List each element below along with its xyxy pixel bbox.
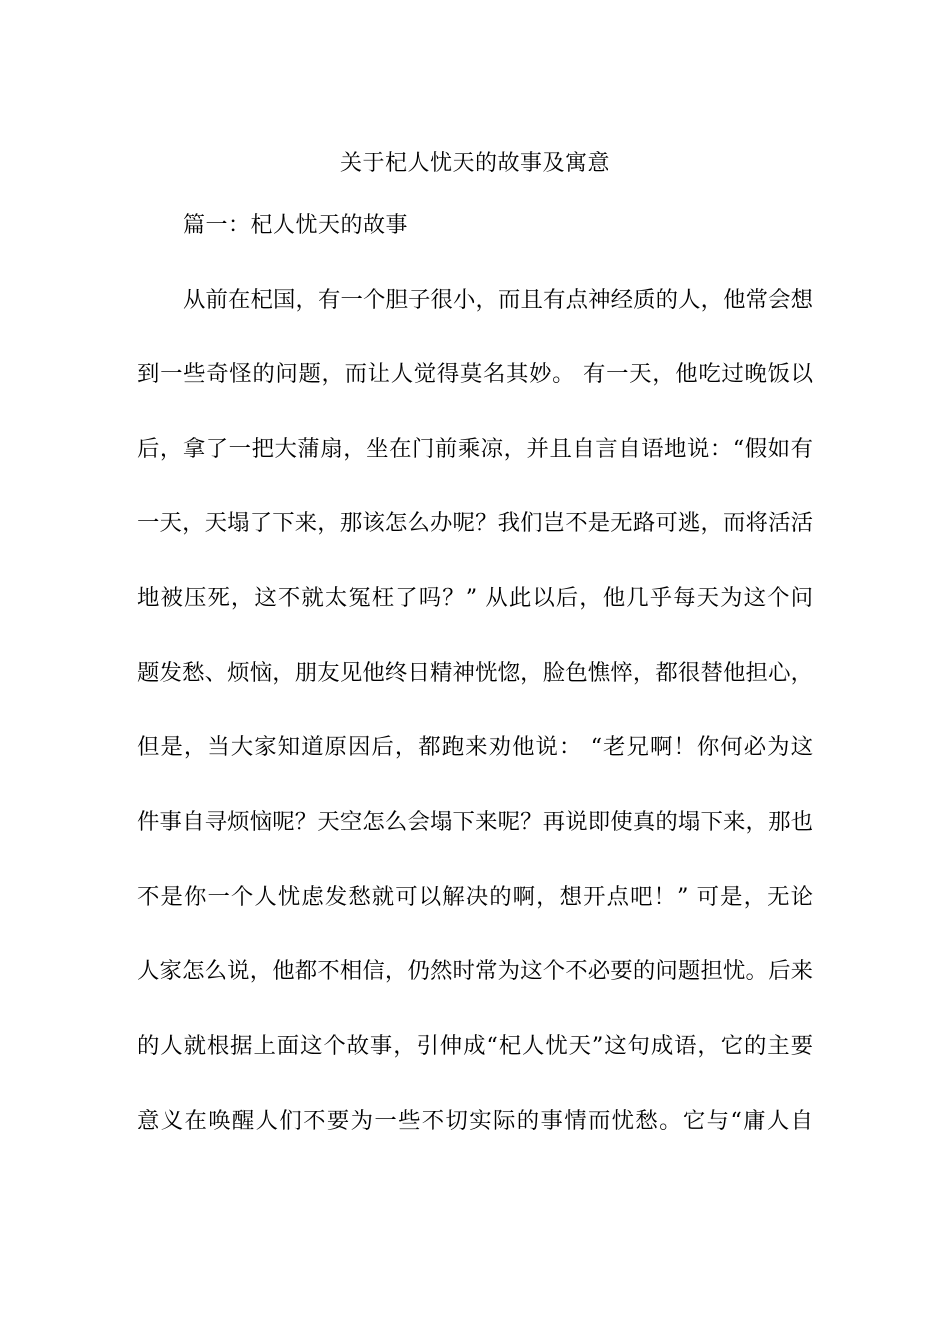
paragraph-line: 不是你一个人忧虑发愁就可以解决的啊，想开点吧！” 可是，无论 (137, 884, 813, 910)
paragraph-line: 的人就根据上面这个故事，引伸成“杞人忧天”这句成语，它的主要 (137, 1033, 813, 1059)
paragraph-line: 意义在唤醒人们不要为一些不切实际的事情而忧愁。它与“庸人自 (137, 1108, 813, 1134)
paragraph-line: 人家怎么说，他都不相信，仍然时常为这个不必要的问题担忧。后来 (137, 958, 813, 984)
paragraph-line: 一天，天塌了下来，那该怎么办呢？我们岂不是无路可逃，而将活活 (137, 510, 813, 536)
paragraph-line: 但是，当大家知道原因后，都跑来劝他说： “老兄啊！你何必为这 (137, 734, 813, 760)
document-title: 关于杞人忧天的故事及寓意 (339, 151, 610, 176)
paragraph-line: 从前在杞国，有一个胆子很小，而且有点神经质的人，他常会想 (183, 287, 813, 313)
section-heading: 篇一：杞人忧天的故事 (183, 213, 409, 238)
paragraph-line: 地被压死，这不就太冤枉了吗？” 从此以后，他几乎每天为这个问 (137, 585, 813, 611)
paragraph-line: 到一些奇怪的问题，而让人觉得莫名其妙。 有一天，他吃过晚饭以 (137, 361, 813, 387)
paragraph-line: 后，拿了一把大蒲扇，坐在门前乘凉，并且自言自语地说：“假如有 (137, 436, 813, 462)
paragraph-line: 件事自寻烦恼呢？天空怎么会塌下来呢？再说即使真的塌下来，那也 (137, 809, 813, 835)
paragraph-line: 题发愁、烦恼，朋友见他终日精神恍惚，脸色憔悴，都很替他担心， (137, 660, 813, 686)
